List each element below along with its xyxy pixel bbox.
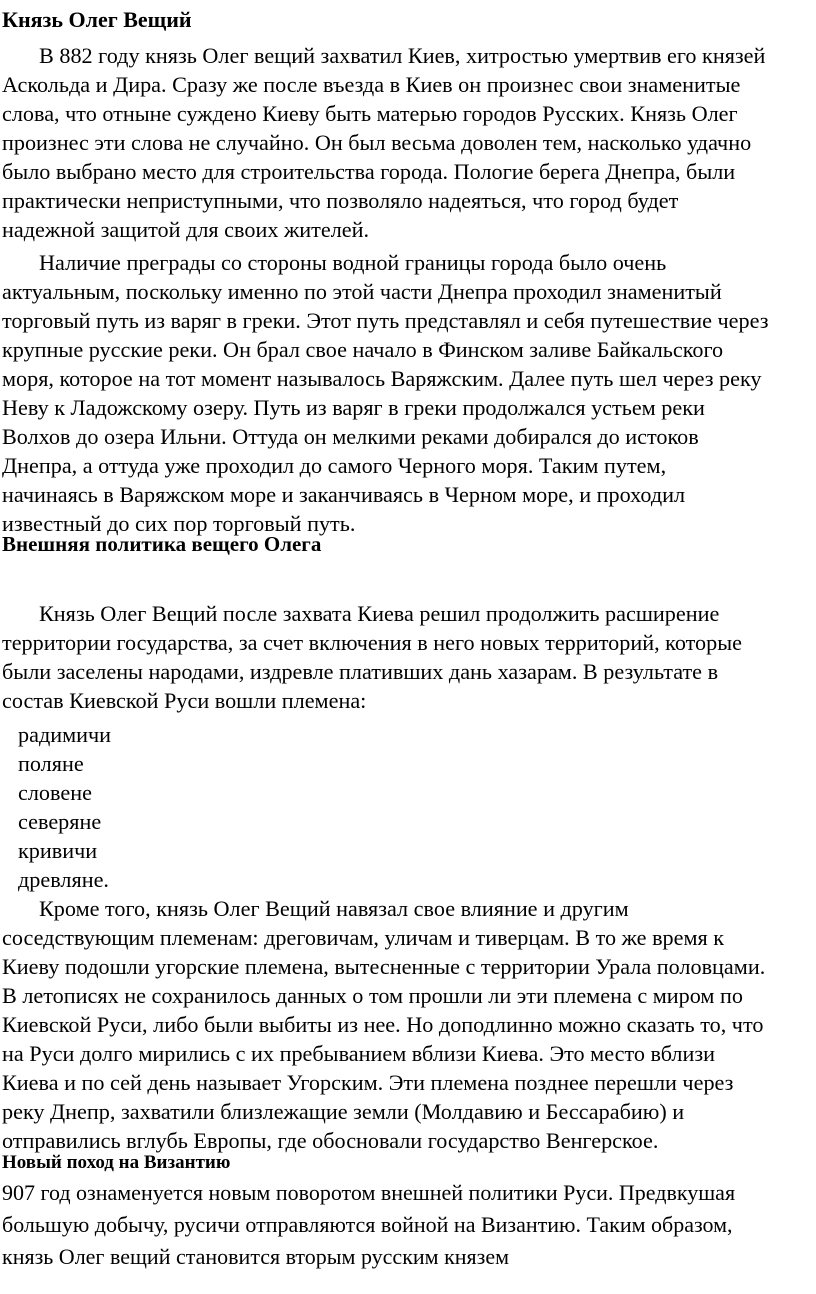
heading-byzantium-campaign: Новый поход на Византию: [2, 1152, 231, 1173]
text-line: 907 год ознаменуется новым поворотом внешней политики Руси. Предвкушая: [2, 1180, 736, 1205]
text-line: надежной защитой для своих жителей.: [2, 217, 370, 242]
text-line: на Руси долго мирились с их пребыванием вблизи Киева. Это место вблизи: [2, 1041, 716, 1066]
text-line: Волхов до озера Ильни. Оттуда он мелкими реками добирался до истоков: [2, 424, 699, 449]
text-line: большую добычу, русичи отправляются войной на Византию. Таким образом,: [2, 1212, 733, 1237]
text-line: территории государства, за счет включения в него новых территорий, которые: [2, 630, 742, 655]
heading-prince-oleg: Князь Олег Вещий: [2, 7, 192, 32]
text-line: начинаясь в Варяжском море и заканчиваясь в Черном море, и проходил: [2, 482, 686, 507]
text-line: отправились вглубь Европы, где обосновали государство Венгерское.: [2, 1128, 659, 1153]
tribes-list: [18, 720, 111, 894]
paragraph-ugric-tribes: [2, 894, 816, 1155]
list-item: словене: [18, 780, 92, 805]
text-line: Киеву подошли угорские племена, вытесненные с территории Урала половцами.: [2, 954, 766, 979]
list-item: древляне.: [18, 867, 109, 892]
text-line: известный до сих пор торговый путь.: [2, 511, 356, 536]
text-line: реку Днепр, захватили близлежащие земли (Молдавию и Бессарабию) и: [2, 1099, 685, 1124]
text-line: крупные русские реки. Он брал свое начало в Финском заливе Байкальского: [2, 337, 724, 362]
text-line: В 882 году князь Олег вещий захватил Киев, хитростью умертвив его князей: [39, 43, 766, 68]
text-line: Наличие преграды со стороны водной границы города было очень: [39, 250, 667, 275]
text-line: Кроме того, князь Олег Вещий навязал свое влияние и другим: [39, 896, 629, 921]
text-line: Киевской Руси, либо были выбиты из нее. Но доподлинно можно сказать то, что: [2, 1012, 764, 1037]
paragraph-907-campaign: [2, 1177, 816, 1273]
list-item: радимичи: [18, 722, 112, 747]
text-line: состав Киевской Руси вошли племена:: [2, 688, 367, 713]
text-line: Днепра, а оттуда уже проходил до самого Черного моря. Таким путем,: [2, 453, 667, 478]
text-line: слова, что отныне суждено Киеву быть матерью городов Русских. Князь Олег: [2, 101, 738, 126]
text-line: моря, которое на тот момент называлось Варяжским. Далее путь шел через реку: [2, 366, 762, 391]
text-line: практически неприступными, что позволяло надеяться, что город будет: [2, 188, 679, 213]
text-line: князь Олег вещий становится вторым русским князем: [2, 1244, 510, 1269]
heading-foreign-policy: Внешняя политика вещего Олега: [2, 532, 322, 556]
text-line: Князь Олег Вещий после захвата Киева решил продолжить расширение: [39, 601, 720, 626]
list-item: кривичи: [18, 838, 98, 863]
paragraph-trade-route: [2, 248, 816, 538]
text-line: соседствующим племенам: дреговичам, уличам и тиверцам. В то же время к: [2, 925, 725, 950]
text-line: было выбрано место для строительства города. Пологие берега Днепра, были: [2, 159, 736, 184]
text-line: В летописях не сохранилось данных о том прошли ли эти племена с миром по: [2, 983, 743, 1008]
paragraph-kiev-capture: [2, 41, 816, 244]
text-line: Аскольда и Дира. Сразу же после въезда в Киев он произнес свои знаменитые: [2, 72, 741, 97]
text-line: произнес эти слова не случайно. Он был весьма доволен тем, насколько удачно: [2, 130, 752, 155]
text-line: торговый путь из варяг в греки. Этот путь представлял и себя путешествие через: [2, 308, 769, 333]
list-item: поляне: [18, 751, 84, 776]
text-line: актуальным, поскольку именно по этой части Днепра проходил знаменитый: [2, 279, 722, 304]
text-line: Киева и по сей день называет Угорским. Эти племена позднее перешли через: [2, 1070, 734, 1095]
paragraph-territory-expansion: [2, 599, 816, 715]
list-item: северяне: [18, 809, 102, 834]
text-line: Неву к Ладожскому озеру. Путь из варяг в греки продолжался устьем реки: [2, 395, 705, 420]
text-line: были заселены народами, издревле плативших дань хазарам. В результате в: [2, 659, 719, 684]
